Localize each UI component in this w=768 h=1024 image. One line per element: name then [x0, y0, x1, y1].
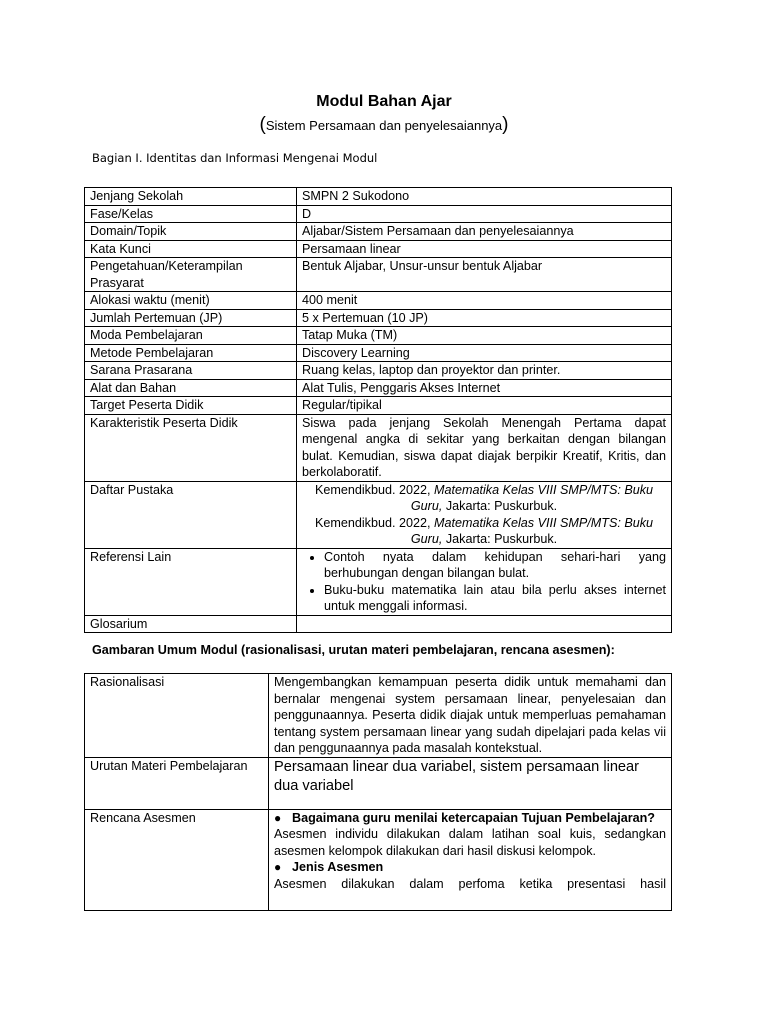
row-value: Alat Tulis, Penggaris Akses Internet: [297, 379, 672, 397]
identity-table: [84, 187, 672, 633]
asesmen-question: [274, 810, 666, 827]
row-value: Ruang kelas, laptop dan proyektor dan printer.: [297, 362, 672, 380]
row-label: Metode Pembelajaran: [85, 344, 297, 362]
row-label: Domain/Topik: [85, 223, 297, 241]
row-value: Siswa pada jenjang Sekolah Menengah Pertama dapat mengenal angka di sekitar yang berkaitan dengan bilangan bulat. Kemudian, siswa dapat diajak berpikir Kreatif, Kritis, dan berkolaboratif.: [297, 414, 672, 481]
reference-prefix: Kemendikbud. 2022,: [314, 515, 434, 530]
table-row: [85, 188, 672, 206]
row-value: D: [297, 205, 672, 223]
subtitle-open-paren: (: [259, 114, 266, 135]
row-label: Karakteristik Peserta Didik: [85, 414, 297, 481]
bullet-icon: ●: [274, 810, 282, 825]
reference-list: [302, 549, 666, 615]
reference-prefix: Kemendikbud. 2022,: [314, 482, 434, 497]
table-row: [85, 309, 672, 327]
table-row: [85, 809, 672, 910]
document-title: Modul Bahan Ajar: [316, 93, 452, 110]
row-label: Sarana Prasarana: [85, 362, 297, 380]
urutan-text: Persamaan linear dua variabel, sistem persamaan linear dua variabel: [269, 757, 672, 809]
row-value: SMPN 2 Sukodono: [297, 188, 672, 206]
row-value: Tatap Muka (TM): [297, 327, 672, 345]
identity-table-extra: [85, 481, 672, 633]
table-row: [85, 757, 672, 809]
table-row: [85, 548, 672, 615]
row-label: Moda Pembelajaran: [85, 327, 297, 345]
reference-suffix: Jakarta: Puskurbuk.: [442, 532, 558, 546]
table-row: [85, 205, 672, 223]
row-label: Rasionalisasi: [85, 674, 269, 758]
row-label: Jenjang Sekolah: [85, 188, 297, 206]
row-label: Referensi Lain: [85, 548, 297, 615]
reference-title: Matematika Kelas VIII SMP/MTS: Buku Guru,: [410, 515, 654, 546]
row-value: 5 x Pertemuan (10 JP): [297, 309, 672, 327]
table-row: [85, 292, 672, 310]
table-row: [85, 344, 672, 362]
reference-title: Matematika Kelas VIII SMP/MTS: Buku Guru,: [410, 482, 654, 513]
list-item: • Contoh nyata dalam kehidupan sehari-hari yang berhubungan dengan bilangan bulat.: [324, 549, 666, 582]
row-value: Regular/tipikal: [297, 397, 672, 415]
row-value: 400 menit: [297, 292, 672, 310]
table-row: [85, 327, 672, 345]
table-row: [85, 397, 672, 415]
subtitle-text: Sistem Persamaan dan penyelesaiannya: [265, 118, 503, 133]
table-row: [85, 362, 672, 380]
list-item: • Buku-buku matematika lain atau bila perlu akses internet untuk menggali informasi.: [324, 582, 666, 615]
daftar-pustaka-cell: [297, 481, 672, 548]
row-label: Rencana Asesmen: [85, 809, 269, 910]
row-label: Glosarium: [85, 615, 297, 633]
row-label: Fase/Kelas: [85, 205, 297, 223]
reference-suffix: Jakarta: Puskurbuk.: [442, 499, 558, 513]
rasionalisasi-text: Mengembangkan kemampuan peserta didik untuk memahami dan bernalar mengenai system persamaan linear, penyelesaian dan penggunaannya. Peserta didik diajak untuk memperluas pemahaman tentang system persamaan linear yang sudah dipelajari pada kelas vii dan penggunaannya pada masalah kontekstual.: [269, 674, 672, 758]
table-row: [85, 615, 672, 633]
document-subtitle: [0, 114, 768, 136]
referensi-lain-cell: [297, 548, 672, 615]
row-value: Aljabar/Sistem Persamaan dan penyelesaiannya: [297, 223, 672, 241]
table-row: [85, 414, 672, 481]
asesmen-paragraph: Asesmen individu dilakukan dalam latihan soal kuis, sedangkan asesmen kelompok dilakukan dari hasil diskusi kelompok.: [274, 827, 666, 858]
row-label: Kata Kunci: [85, 240, 297, 258]
identity-table-body: [85, 188, 672, 482]
asesmen-question-text: Bagaimana guru menilai ketercapaian Tujuan Pembelajaran?: [292, 810, 656, 825]
row-label: Alokasi waktu (menit): [85, 292, 297, 310]
row-value: Bentuk Aljabar, Unsur-unsur bentuk Aljabar: [297, 258, 672, 292]
overview-table: [84, 673, 672, 911]
bullet-icon: ●: [274, 860, 282, 874]
reference-entry: [302, 515, 666, 548]
table-row: [85, 674, 672, 758]
table-row: [85, 240, 672, 258]
asesmen-question-text: Jenis Asesmen: [292, 860, 384, 874]
row-label: Urutan Materi Pembelajaran: [85, 757, 269, 809]
row-label: Pengetahuan/Keterampilan Prasyarat: [85, 258, 297, 292]
asesmen-question: [274, 859, 666, 876]
asesmen-paragraph: Asesmen dilakukan dalam perfoma ketika presentasi hasil: [274, 876, 666, 891]
row-value: Discovery Learning: [297, 344, 672, 362]
row-label: Jumlah Pertemuan (JP): [85, 309, 297, 327]
table-row: [85, 481, 672, 548]
row-label: Target Peserta Didik: [85, 397, 297, 415]
table-row: [85, 223, 672, 241]
table-row: [85, 258, 672, 292]
row-label: Alat dan Bahan: [85, 379, 297, 397]
glosarium-cell: [297, 615, 672, 633]
reference-entry: [302, 482, 666, 515]
subtitle-close-paren: ): [502, 114, 509, 135]
row-value: Persamaan linear: [297, 240, 672, 258]
section-1-heading: Bagian I. Identitas dan Informasi Mengenai Modul: [92, 151, 378, 165]
section-2-heading: Gambaran Umum Modul (rasionalisasi, urutan materi pembelajaran, rencana asesmen):: [92, 643, 615, 657]
row-label: Daftar Pustaka: [85, 481, 297, 548]
table-row: [85, 379, 672, 397]
asesmen-cell: [269, 809, 672, 910]
